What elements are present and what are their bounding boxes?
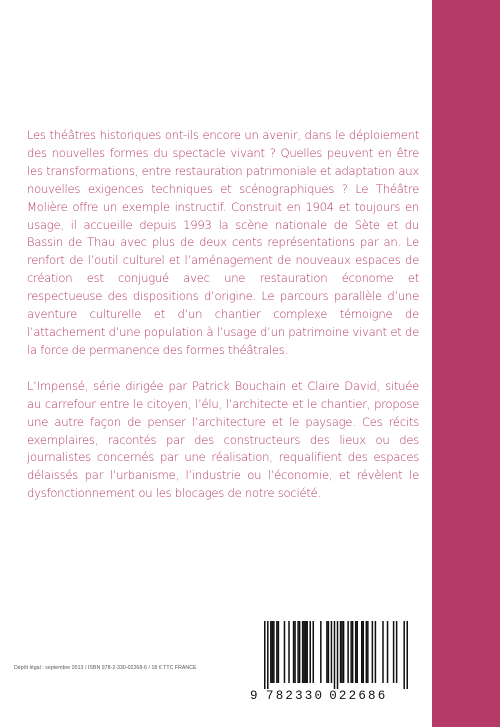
barcode-bar — [297, 621, 299, 683]
barcode-bar — [356, 621, 358, 683]
barcode-bar — [288, 621, 290, 683]
barcode-bar — [278, 621, 280, 683]
barcode-bar — [396, 621, 398, 683]
barcode-bar — [355, 621, 357, 683]
barcode-bar — [387, 621, 389, 683]
barcode-digits — [250, 689, 418, 703]
barcode-bar — [372, 621, 374, 683]
barcode-bar — [403, 621, 405, 689]
barcode-bar — [305, 621, 307, 683]
barcode-bar — [302, 621, 304, 683]
barcode-digit-group-2: 022686 — [329, 689, 388, 703]
barcode-bar — [393, 621, 395, 683]
cover-color-band — [432, 0, 500, 727]
barcode-bars — [264, 621, 408, 689]
barcode-bar — [293, 621, 295, 683]
barcode-bar — [341, 621, 343, 683]
barcode-bar — [334, 621, 336, 689]
barcode-bar — [276, 621, 278, 683]
legal-deposit-line: Dépôt légal : septembre 2013 / ISBN 978-2-330-02268-6 / 18 € TTC FRANCE — [14, 665, 197, 671]
barcode-bar — [343, 621, 345, 683]
barcode-bar — [299, 621, 301, 683]
barcode-bar — [326, 621, 328, 683]
barcode-bar — [320, 621, 322, 683]
isbn-barcode — [248, 613, 419, 707]
barcode-bar — [264, 621, 266, 689]
barcode-bar — [303, 621, 305, 683]
barcode-bar — [382, 621, 384, 683]
barcode-bar — [294, 621, 296, 683]
barcode-bar — [361, 621, 363, 683]
barcode-bar — [352, 621, 354, 683]
barcode-bar — [267, 621, 269, 689]
barcode-bar — [273, 621, 275, 683]
barcode-bar — [331, 621, 333, 683]
barcode-bar — [363, 621, 365, 683]
barcode-bar — [350, 621, 352, 683]
barcode-bar — [313, 621, 315, 683]
barcode-bar — [366, 621, 368, 683]
barcode-bar — [328, 621, 330, 683]
back-cover-blurb — [27, 127, 419, 503]
barcode-bar — [340, 621, 342, 683]
blurb-paragraph-2: L’Impensé, série dirigée par Patrick Bouchain et Claire David, située au carrefour entre le citoyen, l’élu, l’architecte et le chantier, propose une autre façon de penser l’architecture et le paysage. Ces récits exemplaires, racontés par des constructeurs des lieux ou des journalistes concernés par une réalisation, requalifient des espaces délaissés par l’urbanisme, l’industrie ou l’économie, et révèlent le dysfonctionnement ou les blocages de notre société. — [27, 378, 419, 501]
barcode-first-digit: 9 — [250, 689, 259, 703]
barcode-bar — [375, 621, 377, 683]
barcode-bar — [347, 621, 349, 683]
barcode-bar — [367, 621, 369, 683]
barcode-bar — [270, 621, 272, 683]
blurb-paragraph-1: Les théâtres historiques ont-ils encore un avenir, dans le déploiement des nouvelles formes du spectacle vivant ? Quelles peuvent en être les transformations, entre restauration patrimoniale et adaptation aux nouvelles exigences techniques et scénographiques ? Le Théâtre Molière offre un exemple instructif. Construit en 1904 et toujours en usage, il accueille depuis 1993 la scène nationale de Sète et du Bassin de Thau avec plus de deux cents représentations par an. Le renfort de l’outil culturel et l’aménagement de nouveaux espaces de création est conjugué avec une restauration économe et respectueuse des dispositions d’origine. Le parcours parallèle d’une aventure culturelle et d’un chantier complexe témoigne de l’attachement d’une population à l’usage d’un patrimoine vivant et de la force de permanence des formes théâtrales. — [27, 128, 419, 357]
barcode-bar — [306, 621, 308, 683]
barcode-bar — [284, 621, 286, 683]
barcode-bar — [406, 621, 408, 689]
barcode-bar — [272, 621, 274, 683]
barcode-bar — [337, 621, 339, 689]
barcode-digit-group-1: 782330 — [266, 689, 325, 703]
barcode-bar — [309, 621, 311, 683]
